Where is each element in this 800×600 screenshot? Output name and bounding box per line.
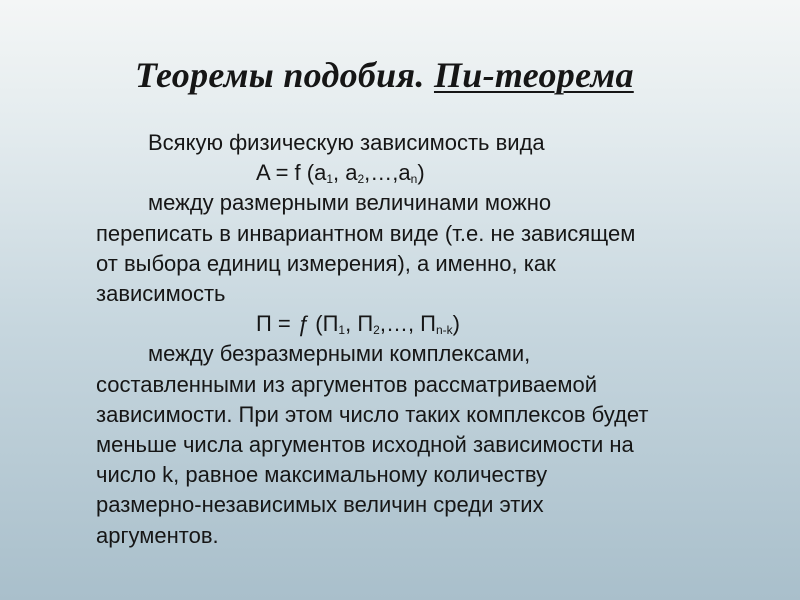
paragraph2-line: число k, равное максимальному количеству: [96, 462, 548, 488]
formula-dimensionless: П = ƒ ($П_1$, $П_2,\dots$, $П_{n-k}$): [256, 311, 460, 338]
paragraph2-line: составленными из аргументов рассматриваемой: [96, 371, 598, 397]
paragraph2-line: зависимости. При этом число таких комплексов будет: [96, 401, 649, 427]
paragraph2-line: между безразмерными комплексами,: [148, 341, 531, 367]
title-main: Теоремы подобия.: [135, 55, 434, 95]
paragraph1-line: переписать в инвариантном виде (т.е. не зависящем: [96, 220, 636, 246]
paragraph2-line: размерно-независимых величин среди этих: [96, 492, 544, 518]
intro-line: Всякую физическую зависимость вида: [148, 130, 545, 155]
paragraph2-line: аргументов.: [96, 522, 219, 548]
slide-body: [96, 128, 776, 551]
formula-dimensional: A = f ($a_1$, $a_2,\dots,a_n$): [256, 160, 425, 187]
paragraph2-line: меньше числа аргументов исходной зависимости на: [96, 432, 634, 458]
title-underlined: Пи-теорема: [433, 55, 634, 95]
paragraph1-line: от выбора единиц измерения), а именно, как: [96, 250, 556, 276]
paragraph1-line: между размерными величинами можно: [148, 190, 552, 216]
slide-title: [135, 54, 634, 96]
paragraph1-line: зависимость: [96, 281, 226, 307]
